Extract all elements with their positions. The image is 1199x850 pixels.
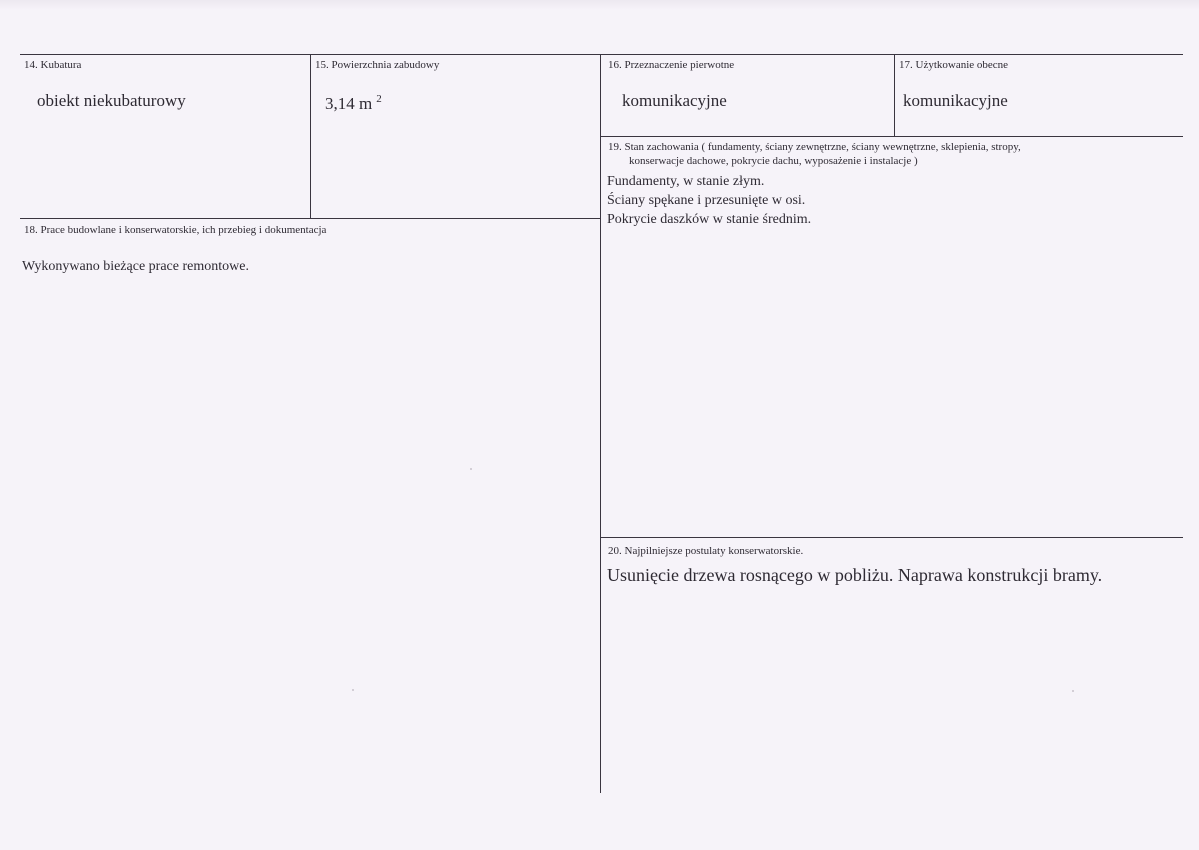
scan-speck xyxy=(470,468,472,470)
field-16-value: komunikacyjne xyxy=(622,91,727,110)
field-18-label: 18. Prace budowlane i konserwatorskie, ich przebieg i dokumentacja xyxy=(24,224,327,236)
scan-speck xyxy=(352,689,354,691)
divider-row-15-18 xyxy=(20,218,600,219)
divider-row-16-19 xyxy=(600,136,1183,137)
field-17-value: komunikacyjne xyxy=(903,91,1008,110)
field-19-line-2: Ściany spękane i przesunięte w osi. xyxy=(607,193,806,208)
field-17-label: 17. Użytkowanie obecne xyxy=(899,59,1009,71)
field-19-label-line-1: 19. Stan zachowania ( fundamenty, ściany zewnętrzne, ściany wewnętrzne, sklepienia, stropy, xyxy=(608,141,1021,153)
divider-16-17 xyxy=(894,54,895,137)
field-19-line-3: Pokrycie daszków w stanie średnim. xyxy=(607,212,812,227)
field-20-label: 20. Najpilniejsze postulaty konserwatorskie. xyxy=(608,545,804,557)
field-15-label: 15. Powierzchnia zabudowy xyxy=(315,59,440,71)
divider-row-19-20 xyxy=(600,537,1183,538)
field-18-value: Wykonywano bieżące prace remontowe. xyxy=(22,259,249,274)
field-16-label: 16. Przeznaczenie pierwotne xyxy=(608,59,735,71)
divider-main-vertical xyxy=(600,54,601,793)
divider-14-15 xyxy=(310,54,311,219)
page-top-edge xyxy=(0,0,1199,10)
field-15-value-group xyxy=(325,89,382,114)
top-border xyxy=(20,54,1183,55)
field-15-value: 3,14 m xyxy=(325,94,373,113)
field-14-label: 14. Kubatura xyxy=(24,59,82,71)
scan-speck xyxy=(1072,690,1074,692)
field-19-line-1: Fundamenty, w stanie złym. xyxy=(607,174,765,189)
field-15-unit-superscript: 2 xyxy=(376,93,382,105)
field-20-value: Usunięcie drzewa rosnącego w pobliżu. Naprawa konstrukcji bramy. xyxy=(607,565,1103,585)
field-19-label-line-2: konserwacje dachowe, pokrycie dachu, wyposażenie i instalacje ) xyxy=(629,155,918,167)
field-19-label xyxy=(608,140,1188,168)
field-14-value: obiekt niekubaturowy xyxy=(37,91,186,110)
